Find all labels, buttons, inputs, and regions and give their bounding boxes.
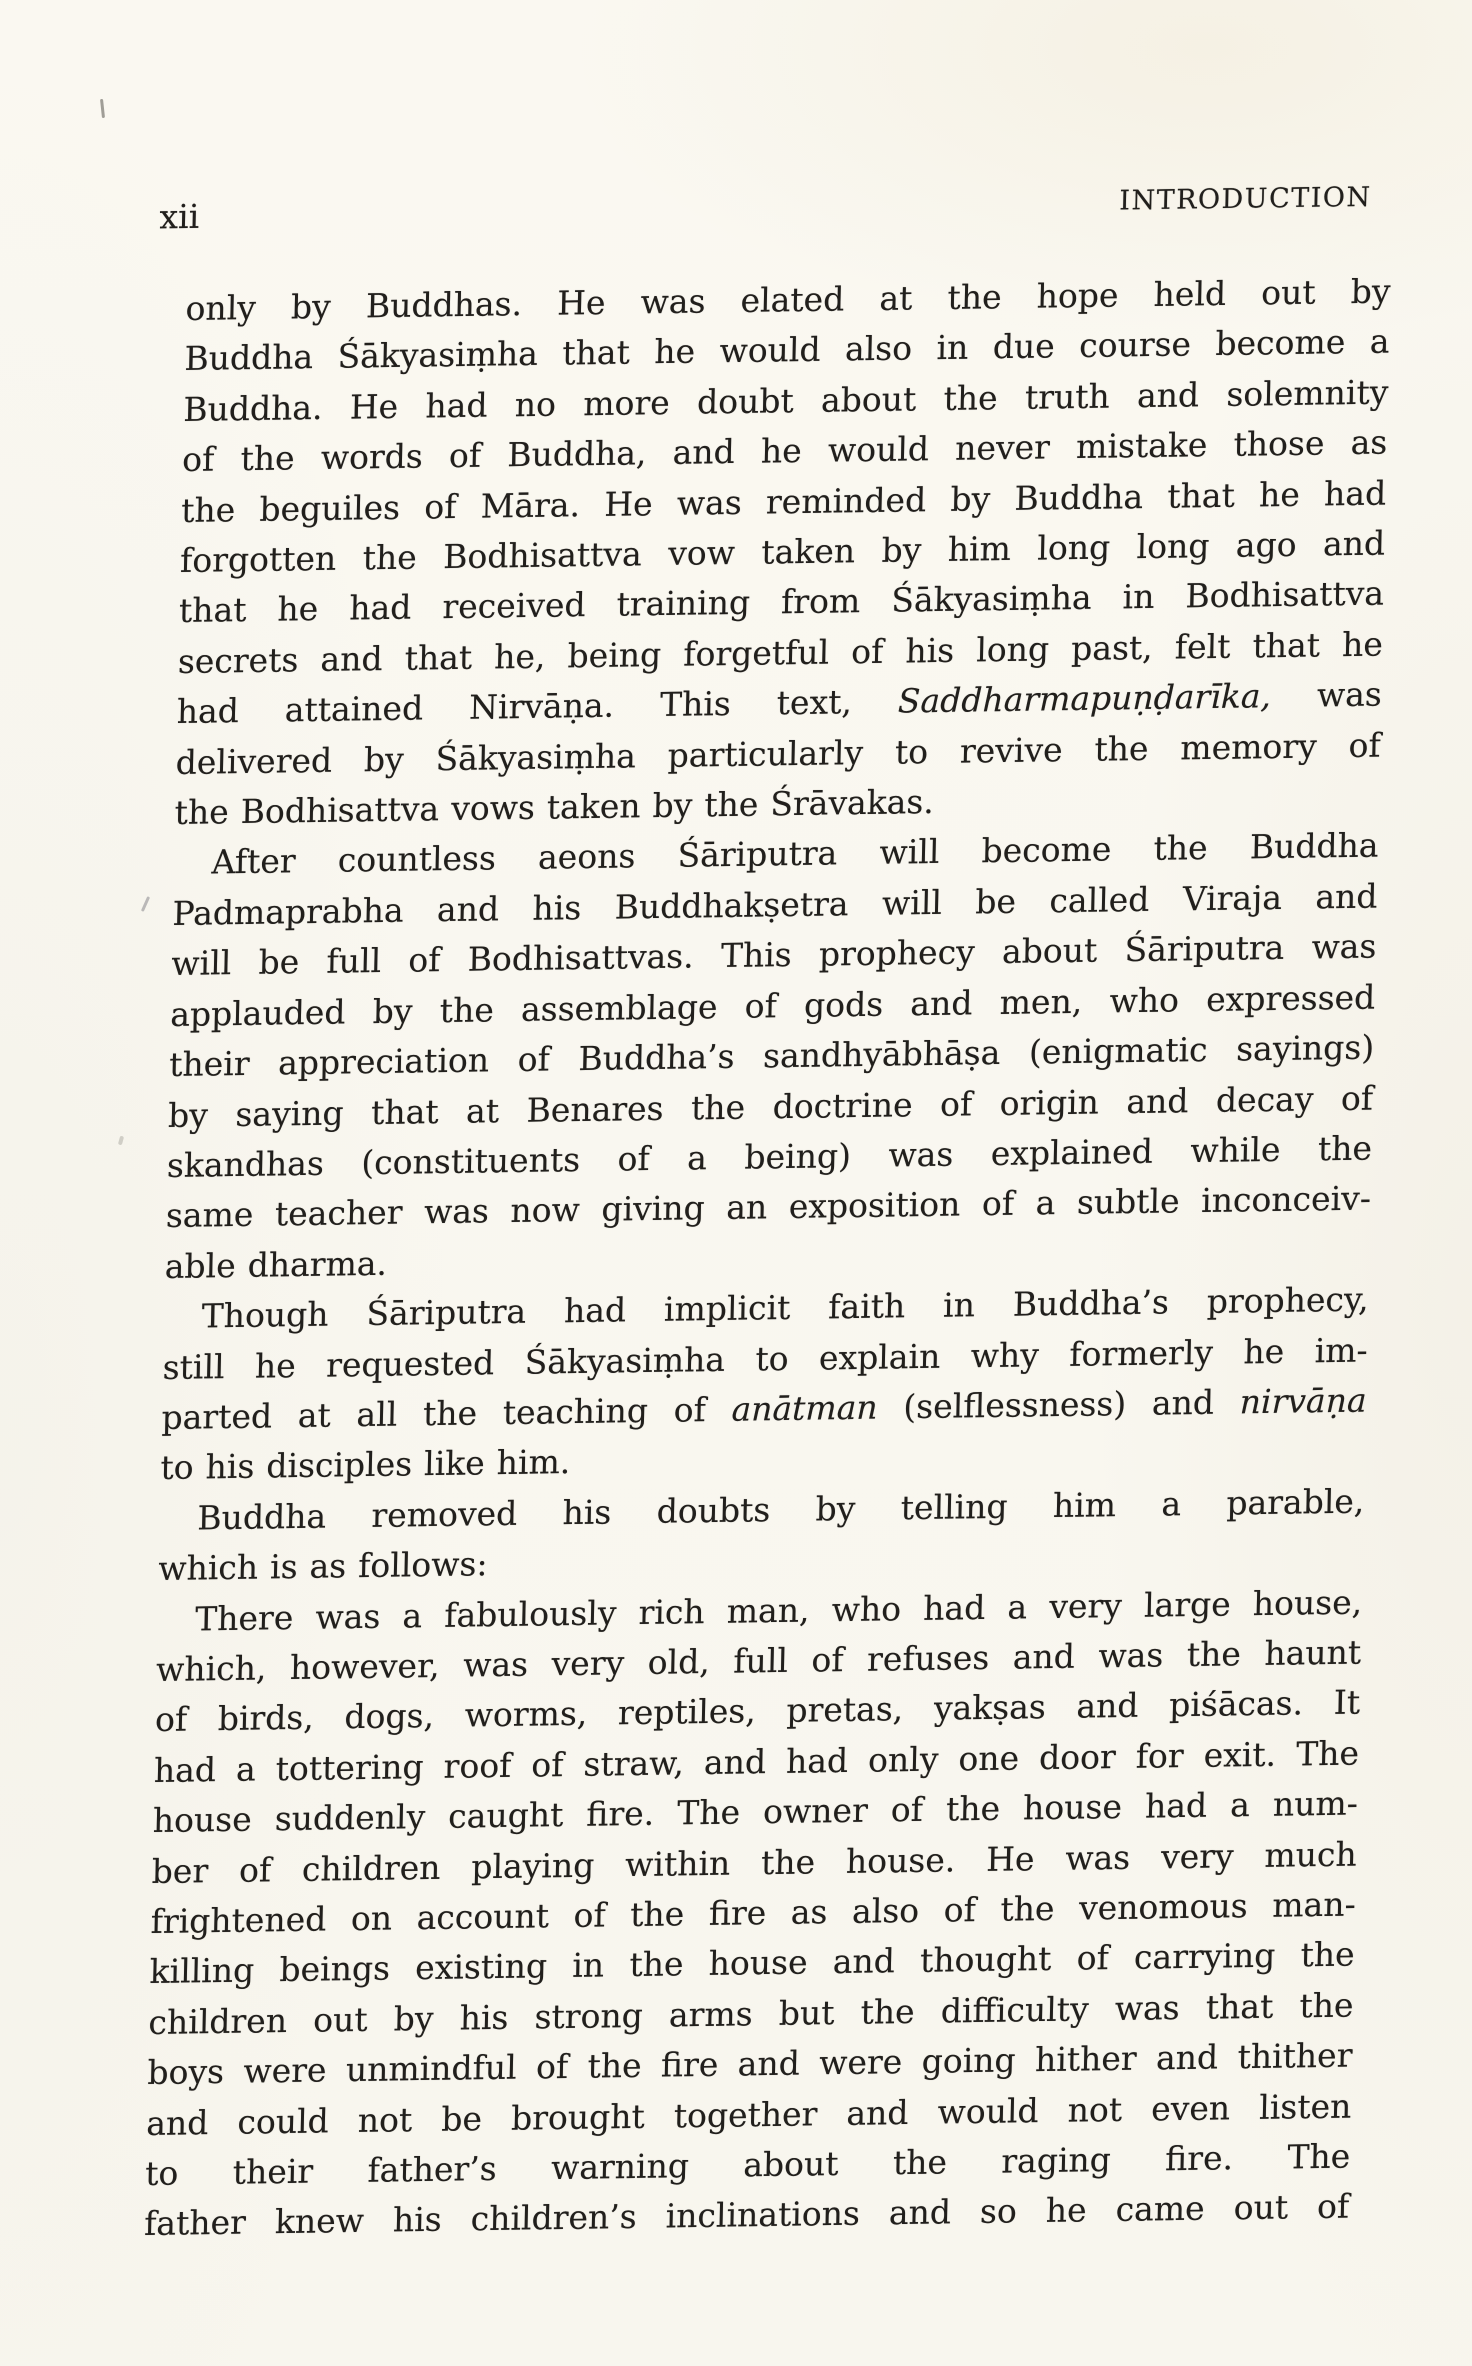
text-line: Buddha removed his doubts by telling him a parable, bbox=[197, 1481, 1365, 1538]
text-line: boys were unmindful of the fire and were going hither and thither bbox=[147, 2035, 1353, 2093]
text-line: only by Buddhas. He was elated at the hope held out by bbox=[185, 271, 1391, 328]
text-line: still he requested Śākyasiṃha to explain why formerly he im- bbox=[162, 1330, 1369, 1387]
text-line: had a tottering roof of straw, and had only one door for exit. The bbox=[153, 1733, 1360, 1790]
text-line: and could not be brought together and would not even listen bbox=[145, 2086, 1352, 2143]
text-line: There was a fabulously rich man, who had a very large house, bbox=[194, 1582, 1363, 1639]
text-line: killing beings existing in the house and thought of carrying the bbox=[149, 1934, 1356, 1992]
text-line: father knew his children’s inclinations and so he came out of bbox=[143, 2186, 1350, 2244]
text-line: skandhas (constituents of a being) was explained while the bbox=[166, 1128, 1373, 1185]
text-line: to their father’s warning about the raging fire. The bbox=[144, 2136, 1351, 2194]
text-line: Buddha Śākyasiṃha that he would also in due course become a bbox=[184, 321, 1390, 379]
page-header bbox=[159, 179, 1393, 242]
text-line: which is as follows: bbox=[157, 1544, 488, 1589]
text-line: of the words of Buddha, and he would never mistake those as bbox=[181, 422, 1388, 480]
text-line: had attained Nirvāṇa. This text, Saddharmapuṇḍarīka, was bbox=[176, 674, 1383, 732]
text-line: the Bodhisattva vows taken by the Śrāvakas. bbox=[174, 782, 935, 833]
text-line: secrets and that he, being forgetful of his long past, felt that he bbox=[177, 624, 1384, 681]
text-line: which, however, was very old, full of refuses and was the haunt bbox=[155, 1632, 1362, 1689]
text-line: house suddenly caught fire. The owner of the house had a num- bbox=[152, 1783, 1359, 1841]
text-line: of birds, dogs, worms, reptiles, pretas, yakṣas and piśācas. It bbox=[154, 1682, 1361, 1740]
text-line: Padmaprabha and his Buddhakṣetra will be called Viraja and bbox=[172, 876, 1378, 933]
page-content bbox=[144, 179, 1393, 2250]
text-line: same teacher was now giving an exposition of a subtle inconceiv- bbox=[165, 1178, 1372, 1236]
text-line: applauded by the assemblage of gods and men, who expressed bbox=[169, 977, 1376, 1034]
text-line: frightened on account of the fire as also of the venomous man- bbox=[150, 1884, 1357, 1941]
page-number: xii bbox=[159, 196, 200, 237]
text-line: delivered by Śākyasiṃha particularly to revive the memory of bbox=[175, 725, 1382, 782]
faint-margin-mark bbox=[118, 1136, 124, 1146]
text-line: by saying that at Benares the doctrine of origin and decay of bbox=[167, 1078, 1374, 1135]
stray-pencil-mark bbox=[141, 896, 150, 912]
scan-scratch-mark bbox=[100, 99, 105, 118]
text-line: Buddha. He had no more doubt about the truth and solemnity bbox=[182, 372, 1389, 429]
text-line: parted at all the teaching of anātman (selflessness) and nirvāṇa bbox=[161, 1380, 1368, 1437]
body-text bbox=[144, 267, 1391, 2250]
text-line: ber of children playing within the house. He was very much bbox=[151, 1834, 1358, 1891]
text-line: Though Śāriputra had implicit faith in Buddha’s prophecy, bbox=[201, 1279, 1370, 1336]
text-line: that he had received training from Śākyasiṃha in Bodhisattva bbox=[178, 573, 1385, 631]
text-line: their appreciation of Buddha’s sandhyābhāṣa (enigmatic sayings) bbox=[168, 1027, 1375, 1085]
text-line: will be full of Bodhisattvas. This prophecy about Śāriputra was bbox=[170, 926, 1377, 984]
text-line: able dharma. bbox=[164, 1243, 388, 1286]
text-line: forgotten the Bodhisattva vow taken by him long long ago and bbox=[179, 523, 1386, 581]
running-head: INTRODUCTION bbox=[1119, 181, 1372, 217]
text-line: to his disciples like him. bbox=[160, 1442, 571, 1488]
text-line: children out by his strong arms but the difficulty was that the bbox=[148, 1985, 1354, 2042]
text-line: the beguiles of Māra. He was reminded by Buddha that he had bbox=[180, 473, 1387, 530]
text-line: After countless aeons Śāriputra will become the Buddha bbox=[211, 825, 1380, 882]
